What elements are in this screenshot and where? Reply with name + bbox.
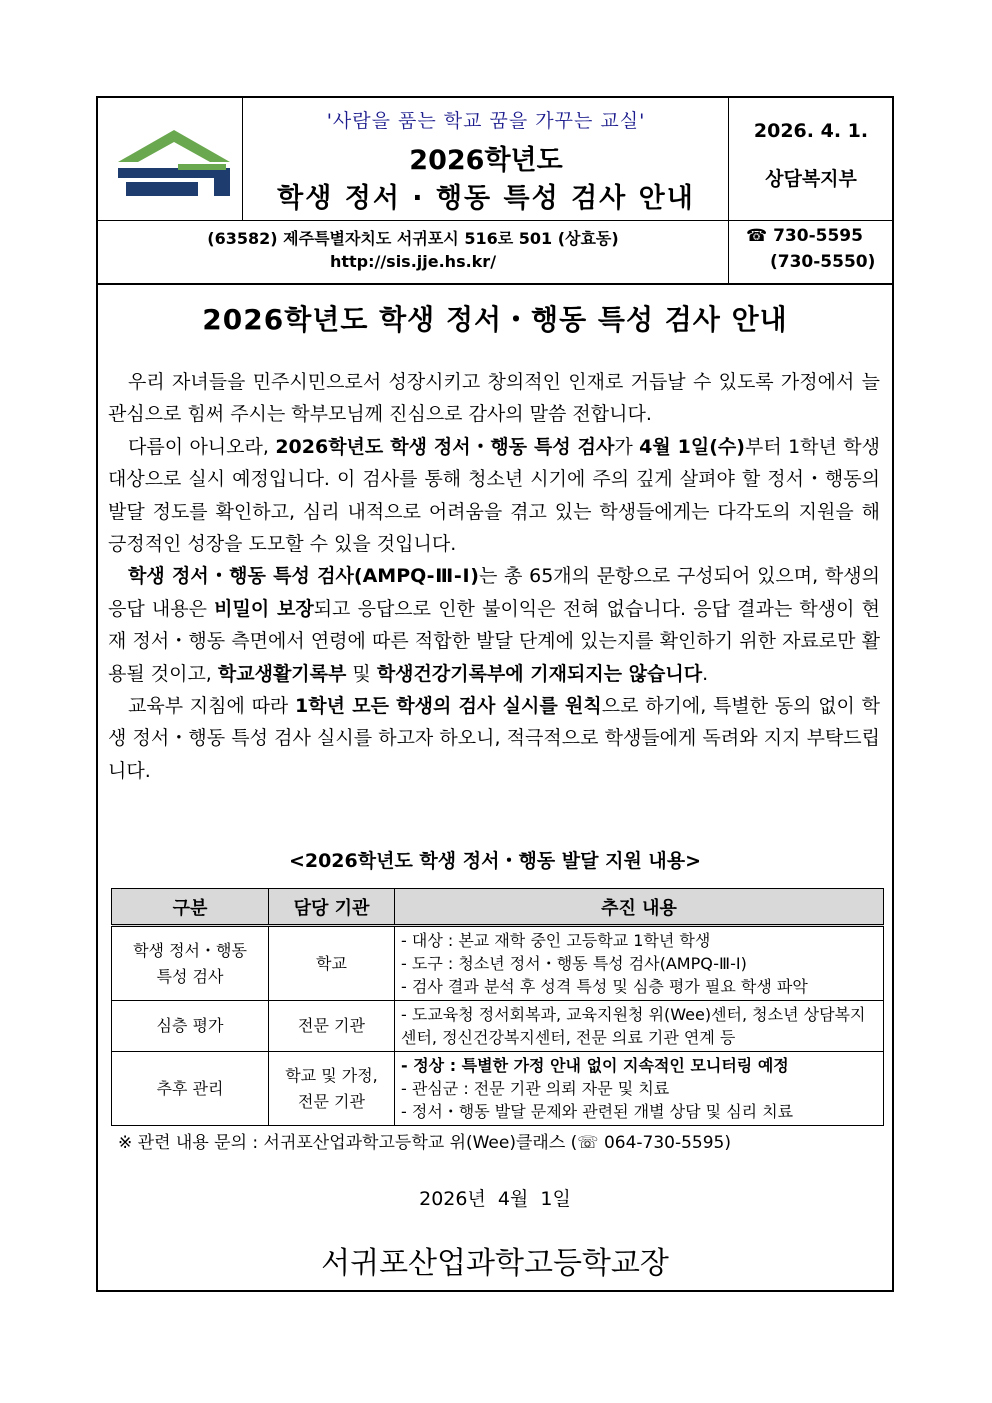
paragraph: 교육부 지침에 따라 1학년 모든 학생의 검사 실시를 원칙으로 하기에, 특별한 동의 없이 학생 정서・행동 특성 검사 실시를 하고자 하오니, 적극적으로 학생들에게 독려와 지지 부탁드립니다. [108,695,880,782]
agency-cell: 학교 [269,926,395,1001]
divider [728,98,729,284]
category-cell: 추후 관리 [112,1052,269,1126]
divider [98,283,892,285]
school-slogan: '사람을 품는 학교 꿈을 가꾸는 교실' [326,110,646,132]
content-cell: - 대상 : 본교 재학 중인 고등학교 1학년 학생 - 도구 : 청소년 정서・행동 특성 검사(AMPQ-Ⅲ-Ⅰ) - 검사 결과 분석 후 성격 특성 및 심층 평가 필요 학생 파악 [395,926,884,1001]
phone-main: ☎ 730-5595 [746,226,863,246]
table-header-row [112,889,884,926]
table-title: <2026학년도 학생 정서・행동 발달 지원 내용> [288,850,702,872]
agency-cell: 학교 및 가정, 전문 기관 [269,1052,395,1126]
content-cell: - 도교육청 정서회복과, 교육지원청 위(Wee)센터, 청소년 상담복지센터, 정신건강복지센터, 전문 의료 기관 연계 등 [395,1001,884,1052]
divider [242,98,243,220]
issue-date: 2026. 4. 1. [753,120,869,142]
column-header: 담당 기관 [269,889,395,926]
header-title-year: 2026학년도 [409,145,563,176]
paragraph: 학생 정서・행동 특성 검사(AMPQ-Ⅲ-Ⅰ)는 총 65개의 문항으로 구성되어 있으며, 학생의 응답 내용은 비밀이 보장되고 응답으로 인한 불이익은 전혀 없습니다. 응답 결과는 학생이 현재 정서・행동 측면에서 연령에 따른 적합한 발달 단계에 있는지를 확인하기 위한 자료로만 활용될 것이고, 학교생활기록부 및 학생건강기록부에 기재되지는 않습니다. [108,565,880,685]
school-url-link[interactable]: http://sis.jje.hs.kr/ [329,252,497,271]
support-table [111,888,884,1126]
agency-cell: 전문 기관 [269,1001,395,1052]
category-cell: 학생 정서・행동 특성 검사 [112,926,269,1001]
document-frame [96,96,894,1292]
table-row [112,926,884,1001]
document-body [108,366,880,787]
paragraph: 우리 자녀들을 민주시민으로서 성장시키고 창의적인 인재로 거듭날 수 있도록 가정에서 늘 관심으로 힘써 주시는 학부모님께 진심으로 감사의 말씀 전합니다. [108,371,880,426]
phone-sub: (730-5550) [770,252,876,272]
header-title: 학생 정서 · 행동 특성 검사 안내 [277,183,695,214]
table-row [112,1052,884,1126]
table-row [112,1001,884,1052]
paragraph: 다름이 아니오라, 2026학년도 학생 정서・행동 특성 검사가 4월 1일(수)부터 1학년 학생 대상으로 실시 예정입니다. 이 검사를 통해 청소년 시기에 주의 깊게 살펴야 할 정서・행동의 발달 정도를 확인하고, 심리 내적으로 어려움을 겪고 있는 학생들에게는 다각도의 지원을 해 긍정적인 성장을 도모할 수 있을 것입니다. [108,435,880,556]
department: 상담복지부 [765,168,857,190]
letterhead [98,98,892,284]
signature-name: 서귀포산업과학고등학교장 [321,1246,669,1281]
column-header: 추진 내용 [395,889,884,926]
school-address: (63582) 제주특별자치도 서귀포시 516로 501 (상효동) [207,229,619,248]
signature-date: 2026년 4월 1일 [419,1188,571,1210]
contact-notice: ※ 관련 내용 문의 : 서귀포산업과학고등학교 위(Wee)클래스 (☏ 064-730-5595) [118,1133,732,1153]
divider [98,220,892,221]
category-cell: 심층 평가 [112,1001,269,1052]
content-cell: - 정상 : 특별한 가정 안내 없이 지속적인 모니터링 예정 - 관심군 : 전문 기관 의뢰 자문 및 치료 - 정서・행동 발달 문제와 관련된 개별 상담 및 심리 치료 [395,1052,884,1126]
document-title: 2026학년도 학생 정서・행동 특성 검사 안내 [202,303,788,336]
school-logo-icon [118,126,230,196]
column-header: 구분 [112,889,269,926]
